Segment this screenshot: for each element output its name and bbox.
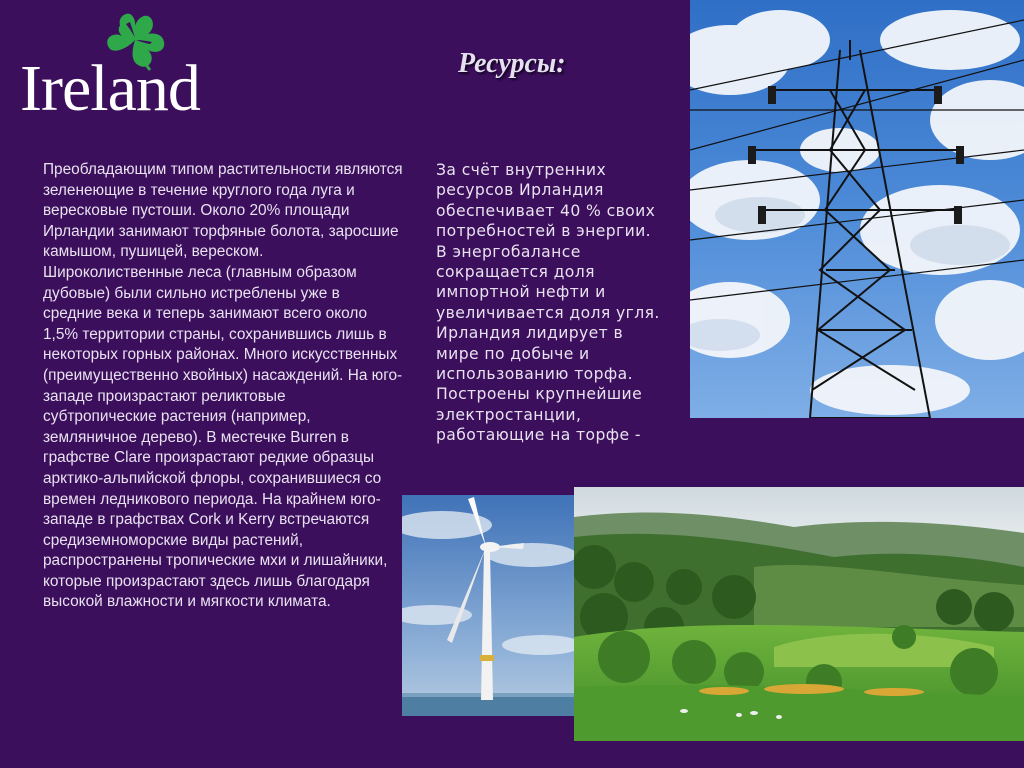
slide-title: Ресурсы: [458, 48, 566, 79]
vegetation-text: Преобладающим типом растительности являются зеленеющие в течение круглого года луга и вересковые пустоши. Около 20% площади Ирландии занимают торфяные болота, заросшие камышом, пушицей, вереском. Широколиственные леса (главным образом дубовые) были сильно истреблены уже в средние века и теперь занимают всего около 1,5% территории страны, сохранившись лишь в некоторых горных районах. Много искусственных (преимущественно хвойных) насаждений. На юго-западе произрастают реликтовые субтропические растения (например, земляничное дерево). В местечке Burren в графстве Clare произрастают редкие образцы арктико-альпийской флоры, сохранившиеся со времен ледникового периода. На крайнем юго-западе в графствах Cork и Kerry встречаются средиземноморские виды растений, распространены тропические мхи и лишайники, которые произрастают здесь лишь благодаря высокой влажности и мягкости климата. [43, 161, 403, 611]
wind-turbine-photo [402, 495, 574, 716]
logo-text: Ireland [20, 52, 200, 125]
ireland-logo [14, 4, 214, 124]
green-landscape-photo [574, 487, 1024, 741]
power-pylon-photo [690, 0, 1024, 418]
energy-text: За счёт внутренних ресурсов Ирландия обеспечивает 40 % своих потребностей в энергии. В энергобалансе сокращается доля импортной нефти и увеличивается доля угля. Ирландия лидирует в мире по добыче и использованию торфа. Построены крупнейшие электростанции, работающие на торфе - [436, 161, 660, 445]
